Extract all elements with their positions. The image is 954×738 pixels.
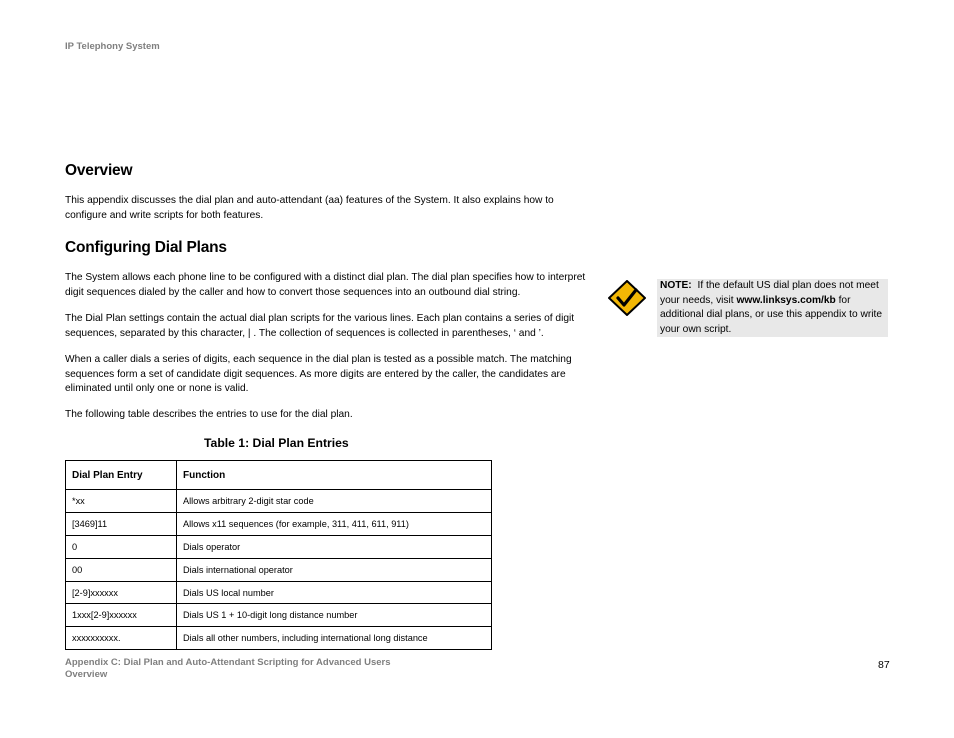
footer-chapter-title: Appendix C: Dial Plan and Auto-Attendant Scripting for Advanced Users — [65, 657, 391, 668]
function-cell: Allows x11 sequences (for example, 311, 411, 611, 911) — [177, 512, 492, 535]
entry-cell: [2-9]xxxxxx — [66, 581, 177, 604]
dial-plans-paragraph-4: The following table describes the entries to use for the dial plan. — [65, 409, 353, 420]
footer-section-title: Overview — [65, 669, 108, 680]
table-caption: Table 1: Dial Plan Entries — [204, 436, 349, 450]
dial-plans-paragraph-2: The Dial Plan settings contain the actual dial plan scripts for the various lines. Each plan contains a series of digit sequences, separated by this character, | . The collection of sequences is collected in parentheses, ‘ and ’. — [65, 313, 575, 339]
dial-plans-paragraph-1: The System allows each phone line to be configured with a distinct dial plan. The dial plan specifies how to interpret digit sequences dialed by the caller and how to convert those sequences into an outbound dial string. — [65, 272, 586, 298]
overview-paragraph: This appendix discusses the dial plan and auto-attendant (aa) features of the System. It also explains how to configure and write scripts for both features. — [65, 195, 554, 221]
entry-cell: xxxxxxxxxx. — [66, 627, 177, 650]
table-row — [66, 581, 492, 604]
table-header-row — [66, 461, 492, 490]
function-cell: Dials operator — [177, 535, 492, 558]
note-callout — [608, 279, 891, 337]
table-row — [66, 535, 492, 558]
dial-plans-heading: Configuring Dial Plans — [65, 239, 227, 256]
table-row — [66, 558, 492, 581]
checkmark-note-icon — [608, 280, 646, 316]
overview-heading: Overview — [65, 162, 133, 179]
note-url-link[interactable]: www.linksys.com/kb — [736, 294, 836, 306]
entry-cell: 1xxx[2-9]xxxxxx — [66, 604, 177, 627]
note-label: NOTE: — [660, 280, 692, 291]
entry-cell: 0 — [66, 535, 177, 558]
function-cell: Dials all other numbers, including international long distance — [177, 627, 492, 650]
table-row — [66, 512, 492, 535]
function-cell: Dials US local number — [177, 581, 492, 604]
function-cell: Dials US 1 + 10-digit long distance number — [177, 604, 492, 627]
column-header-entry: Dial Plan Entry — [66, 461, 177, 490]
note-text-box — [657, 279, 888, 337]
page-number: 87 — [878, 659, 890, 671]
dial-plan-entries-table — [65, 460, 492, 650]
table-row — [66, 604, 492, 627]
note-text-before: If the default US dial plan does not meet your needs, visit — [660, 280, 879, 306]
running-header: IP Telephony System — [65, 41, 160, 52]
entry-cell: [3469]11 — [66, 512, 177, 535]
entry-cell: 00 — [66, 558, 177, 581]
function-cell: Dials international operator — [177, 558, 492, 581]
entry-cell: *xx — [66, 490, 177, 513]
table-row — [66, 627, 492, 650]
function-cell: Allows arbitrary 2-digit star code — [177, 490, 492, 513]
page-footer — [65, 657, 391, 681]
column-header-function: Function — [177, 461, 492, 490]
note-text-after: for additional dial plans, or use this appendix to write your own script. — [660, 294, 882, 335]
table-row — [66, 490, 492, 513]
dial-plans-paragraph-3: When a caller dials a series of digits, each sequence in the dial plan is tested as a possible match. The matching sequences form a set of candidate digit sequences. As more digits are entered by the caller, the candidates are eliminated until only one or none is valid. — [65, 354, 572, 395]
